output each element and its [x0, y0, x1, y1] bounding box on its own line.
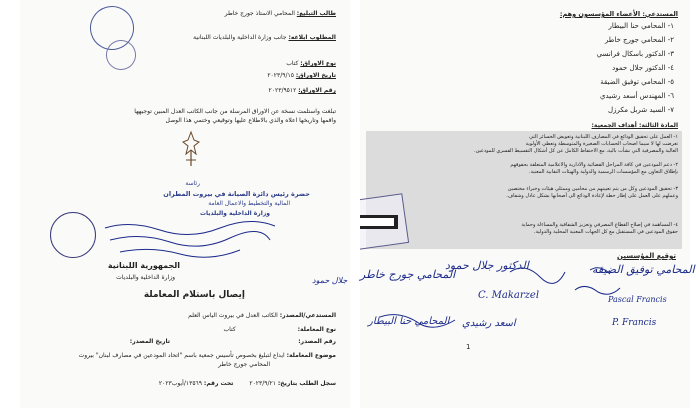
- stamp-text-3: وزارة الداخلية والبلديات: [199, 210, 270, 217]
- receipt-title: إيصال باستلام المعاملة: [143, 290, 245, 300]
- doc-number-row: رقم الاوراق: ٢٠٢٣/٩٥١٢: [268, 87, 336, 94]
- founder-item-4: ٤- الدكتور جلال حمود: [612, 64, 674, 72]
- article-line-5: بإطلاق التعاون مع المؤسسات الرسمية والدولية والهيئات النقابية المعنية.: [529, 169, 678, 175]
- founder-item-5: ٥- المحامي توفيق الضيقة: [600, 78, 674, 86]
- signature-flourish-strokes: [360, 262, 690, 342]
- signature-jalal: الدكتور جلال حمود: [445, 259, 529, 272]
- article-line-7: وعملهم على العمل على إطار خطة لإعادة الودائع الى أصحابها بشكل عادل وشفاف.: [506, 193, 678, 199]
- receipt-subject-row-2: المحامي جورج خاطر: [218, 361, 270, 368]
- founder-item-7: ٧- السيد شربل مكرزل: [608, 106, 674, 114]
- ministry-heading: وزارة الداخلية والبلديات: [116, 274, 175, 281]
- signature-pascal-2: P. Francis: [612, 318, 657, 328]
- receipt-footer-row: سجل الطلب بتاريخ: ٢٠٢٣/٩/٢١ تحت رقم: ١٣٥٦٩/أيوب٢٠٢٣: [158, 380, 336, 387]
- founder-item-1: ١- المحامي حنا البيطار: [608, 22, 674, 30]
- page-number: 1: [466, 343, 471, 351]
- recipient-row: المطلوب ابلاغه: جانب وزارة الداخلية والبلديات اللبنانية: [193, 34, 336, 41]
- doc-date-row: تاريخ الاوراق: ٢٠٢٣/٩/١٥: [267, 72, 336, 79]
- stamp-text-1: حضرة رئيس دائرة الصيانة في بيروت المطران: [163, 190, 310, 198]
- article-line-2: تعرضت لها لا سيما اصحاب الحسابات الصغيرة والمتوسطة وتعطي الأولوية: [525, 141, 678, 147]
- stamp-barcode-icon: [360, 215, 398, 229]
- article-line-3: العالية والمصرفية التي نشأت بالية، مع الاحتفاظ الكامل عن كل أشكال التقسيط القسري للمودعين.: [473, 148, 678, 154]
- article-line-1: ١- العمل على تحقيق الودائع في المصارف اللبنانية وتعويض الخسائر التي: [529, 134, 678, 140]
- founder-item-2: ٢- المحامي جورج خاطر: [604, 36, 674, 44]
- signatures-title: توقيع المؤسسين: [617, 252, 676, 260]
- founders-document-page: [360, 0, 690, 408]
- stamp-text-2: المالية والتخطيط والاعمال العامة: [208, 200, 290, 207]
- ministry-stamp-icon: [50, 212, 96, 258]
- article-line-6: ٣- تحقيق المودعين وكل من يتم تعيينهم من محامين وممثلي هيئات وخبراء مختصين: [507, 186, 678, 192]
- stamp-rasa: رئاسة: [185, 180, 200, 187]
- receipt-number-row: رقم المصدر:: [298, 338, 336, 345]
- receipt-subject-row: موضوع المعاملة: ايداع لتبليغ بخصوص تأسيس جمعية باسم "اتحاد المودعين في مصارف لبنان" بيروت: [78, 352, 336, 359]
- sender-row: طالب التبليغ: المحامي الاستاذ جورج خاطر: [224, 10, 336, 17]
- republic-heading: الجمهورية اللبنانية: [107, 261, 180, 270]
- signature-george: المحامي جورج خاطر: [360, 268, 456, 281]
- article-line-8: ٤- المساهمة في إصلاح القطاع المصرفي وتعزيز الشفافية والمساءلة وحماية: [521, 222, 678, 228]
- notification-receipt-page: [20, 0, 350, 408]
- signature-asaad: اسعد رشيدي: [462, 318, 516, 329]
- signature-kharbal: C. Makarzel: [478, 290, 540, 301]
- receipt-source-row: المستدعي/المصدر: الكاتب العدل في بيروت الياس العلم: [188, 312, 336, 319]
- article-title: المادة الثالثة: أهداف الجمعية:: [591, 122, 678, 129]
- founder-item-6: ٦- المهندس أسعد رشيدي: [599, 92, 674, 100]
- receipt-type-row: نوع المعاملة: كتاب: [223, 326, 336, 333]
- signature-hanna: المحامي حنا البيطار: [368, 316, 450, 327]
- signature-left-jalal: جلال حمود: [312, 276, 348, 285]
- notice-line-1: تبلغت واستلمت نسخة عن الاوراق المرسلة من جانب الكاتب العدل المبين توجيهها: [134, 108, 336, 115]
- receipt-date-row: تاريخ المصدر:: [129, 338, 170, 345]
- founder-item-3: ٣- الدكتور باسكال فرانسي: [596, 50, 674, 58]
- founders-title: المستدعي: الأعضاء المؤسسون وهم:: [559, 10, 678, 18]
- article-line-4: ٢- دعم المودعين في كافة المراحل القضائية والادارية والاعلامية المتعلقة بحقوقهم: [510, 162, 678, 168]
- notice-line-2: واقمها وتاريخها اعلاه والذي بالاطلاع عليها وتوقيعي وختمي هذا الوصل: [165, 117, 336, 124]
- article-line-9: حقوق المودعين في المستقبل مع كل الجهات المعنية المحلية والدولية.: [533, 229, 678, 235]
- signature-tawfiq: المحامي توفيق الضيقة: [592, 263, 695, 276]
- doc-type-row: نوع الاوراق: كتاب: [286, 60, 336, 67]
- signature-pascal-1: Pascal Francis: [608, 295, 667, 304]
- crest-icon: [180, 130, 202, 168]
